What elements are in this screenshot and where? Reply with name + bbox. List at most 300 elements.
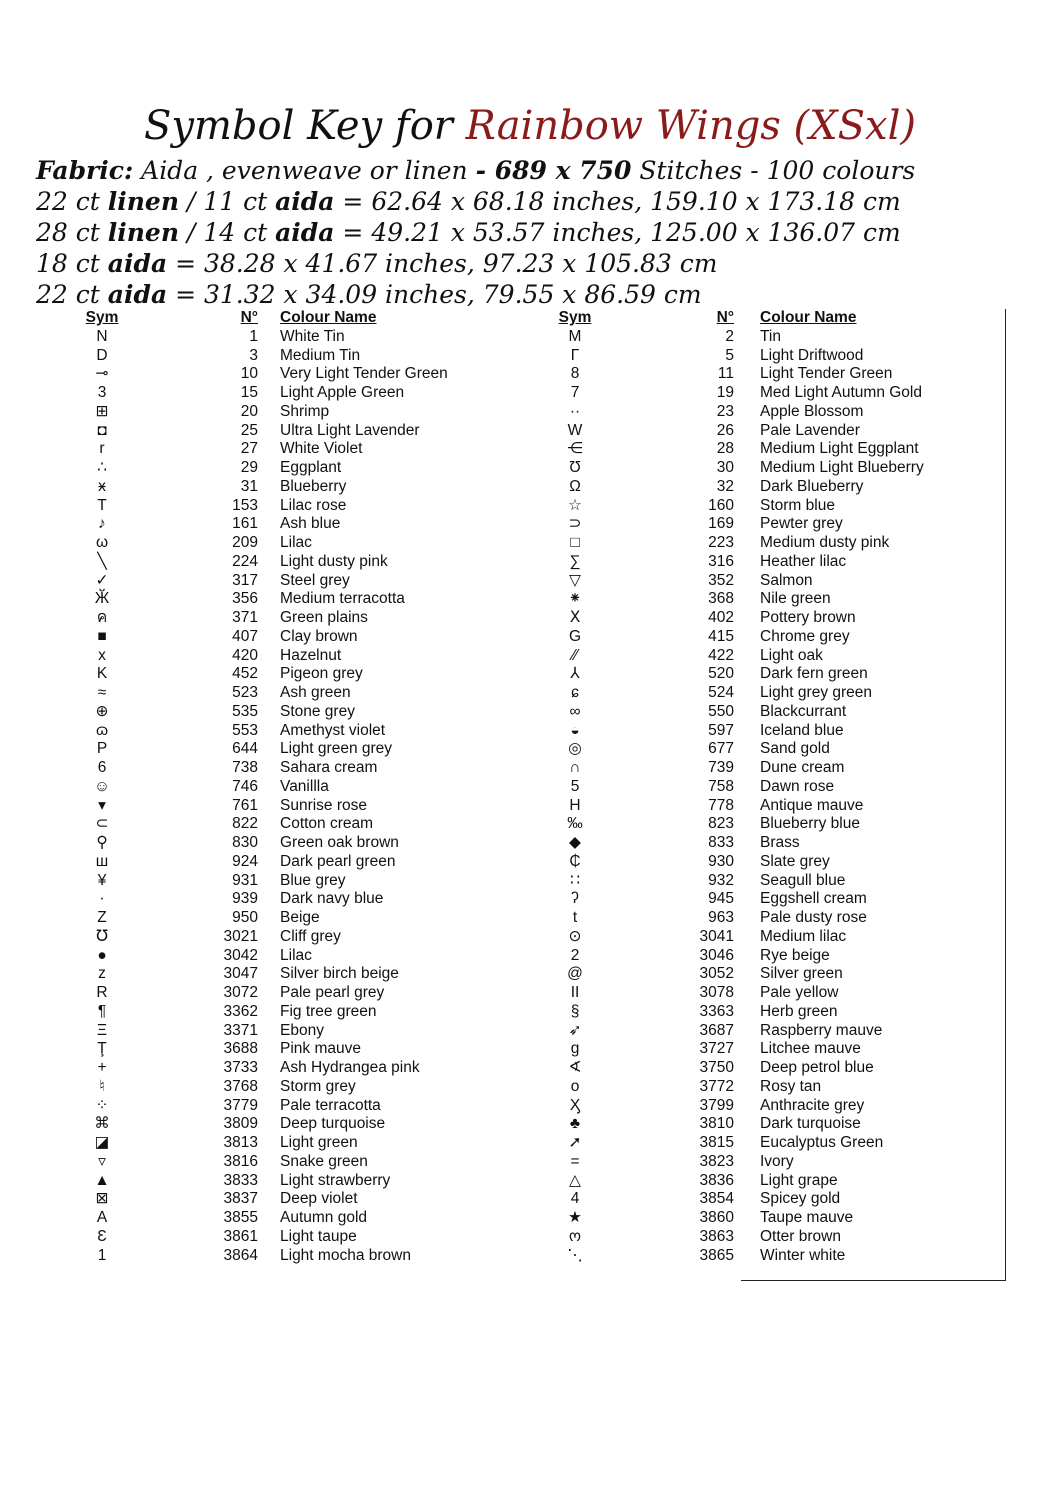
colour-name-cell: Dark fern green bbox=[760, 665, 868, 683]
colour-name-cell: Apple Blossom bbox=[760, 402, 864, 420]
colour-name-cell: Green plains bbox=[280, 609, 368, 626]
thread-number-cell: 3823 bbox=[699, 1152, 734, 1170]
colour-name-cell: Silver green bbox=[760, 965, 843, 983]
colour-name-cell: Light Tender Green bbox=[760, 365, 893, 383]
thread-number-cell: 29 bbox=[240, 459, 258, 476]
thread-number-cell: 3860 bbox=[699, 1209, 734, 1226]
symbol-cell: M bbox=[568, 327, 582, 345]
count-text: / 14 ct bbox=[179, 218, 276, 247]
thread-number-cell: 550 bbox=[708, 702, 734, 720]
count-text: 18 ct bbox=[36, 249, 108, 278]
thread-number-cell: 368 bbox=[708, 590, 734, 608]
page-title bbox=[0, 100, 1060, 152]
colour-name-cell: Anthracite grey bbox=[760, 1096, 865, 1114]
colour-name-cell: Light Driftwood bbox=[760, 346, 864, 364]
symbol-cell: K bbox=[96, 665, 108, 683]
colour-name-cell: Pink mauve bbox=[280, 1040, 361, 1058]
colour-name-cell: Dark navy blue bbox=[280, 890, 384, 908]
colour-name-cell: Pottery brown bbox=[760, 609, 856, 626]
count-text: 22 ct bbox=[36, 187, 108, 216]
symbol-cell: ▾ bbox=[98, 796, 106, 814]
colour-name-cell: Storm grey bbox=[280, 1077, 356, 1095]
colour-name-cell: Tin bbox=[760, 327, 781, 345]
symbol-cell: + bbox=[97, 1059, 107, 1076]
thread-number-cell: 3041 bbox=[699, 927, 734, 945]
thread-number-cell: 28 bbox=[716, 440, 734, 458]
colour-name-cell: Cliff grey bbox=[280, 927, 341, 945]
thread-number-cell: 23 bbox=[716, 402, 734, 420]
thread-number-cell: 3864 bbox=[223, 1246, 258, 1264]
stitch-dims: - 689 x 750 bbox=[475, 156, 632, 185]
colour-name-cell: Eucalyptus Green bbox=[760, 1134, 884, 1151]
colour-name-cell: Ivory bbox=[760, 1152, 794, 1170]
colour-name-cell: Silver birch beige bbox=[280, 965, 399, 983]
colour-name-cell: Dark turquoise bbox=[760, 1115, 861, 1133]
symbol-cell: ӿ bbox=[98, 477, 106, 495]
colour-name-cell: Light grape bbox=[760, 1171, 838, 1189]
colour-name-cell: Medium dusty pink bbox=[760, 534, 890, 551]
thread-number-cell: 3042 bbox=[223, 946, 258, 964]
symbol-cell: 5 bbox=[570, 777, 580, 795]
colour-name-cell: Heather lilac bbox=[760, 552, 847, 570]
colour-name-cell: Winter white bbox=[760, 1246, 846, 1264]
symbol-cell: 3 bbox=[97, 384, 107, 401]
colour-name-cell: Light grey green bbox=[760, 684, 873, 701]
symbol-cell: ɕ bbox=[571, 684, 579, 701]
colour-name-cell: Medium Light Blueberry bbox=[760, 459, 924, 476]
colour-name-cell: Lilac rose bbox=[280, 496, 347, 514]
symbol-cell: ■ bbox=[97, 627, 107, 645]
thread-number-cell: 3362 bbox=[223, 1002, 258, 1020]
symbol-cell: 6 bbox=[97, 759, 107, 776]
thread-number-cell: 3854 bbox=[699, 1190, 734, 1208]
thread-number-cell: 3078 bbox=[699, 984, 734, 1001]
colour-name-cell: Sand gold bbox=[760, 740, 830, 758]
thread-number-cell: 27 bbox=[240, 440, 258, 458]
symbol-cell: ▿ bbox=[98, 1152, 106, 1170]
thread-number-cell: 3865 bbox=[699, 1246, 734, 1264]
num-header: N° bbox=[240, 309, 258, 326]
colour-name-cell: Sunrise rose bbox=[280, 796, 368, 814]
thread-number-cell: 356 bbox=[232, 590, 258, 608]
thread-number-cell: 597 bbox=[708, 721, 734, 739]
thread-number-cell: 3809 bbox=[223, 1115, 258, 1133]
fabric-label: Fabric: bbox=[36, 156, 134, 185]
symbol-cell: ¥ bbox=[97, 871, 107, 889]
linen-label: linen bbox=[107, 187, 180, 216]
symbol-cell: D bbox=[96, 346, 108, 364]
thread-number-cell: 738 bbox=[232, 759, 258, 776]
colour-name-cell: Herb green bbox=[760, 1002, 838, 1020]
colour-name-cell: Chrome grey bbox=[760, 627, 850, 645]
aida-label: aida bbox=[275, 218, 335, 247]
symbol-cell: ⌘ bbox=[94, 1115, 110, 1133]
colour-name-cell: Dark pearl green bbox=[280, 852, 396, 870]
colour-name-cell: Pale yellow bbox=[760, 984, 839, 1001]
symbol-cell: ⁘ bbox=[95, 1096, 109, 1114]
symbol-cell: Ţ bbox=[97, 1040, 107, 1058]
colour-name-cell: Pale dusty rose bbox=[760, 909, 867, 926]
symbol-cell: ⁄⁄ bbox=[572, 646, 578, 664]
fabric-types: Aida , evenweave or linen bbox=[133, 156, 476, 185]
colour-name-cell: Lilac bbox=[280, 534, 312, 551]
colour-name-cell: Dune cream bbox=[760, 759, 845, 776]
symbol-cell: A bbox=[96, 1209, 108, 1226]
colour-name-cell: Hazelnut bbox=[280, 646, 342, 664]
thread-number-cell: 19 bbox=[716, 384, 734, 401]
symbol-cell: ʔ bbox=[571, 890, 579, 908]
symbol-cell: ◆ bbox=[569, 834, 581, 851]
thread-number-cell: 452 bbox=[232, 665, 258, 683]
symbol-cell: Ξ bbox=[96, 1021, 108, 1039]
thread-number-cell: 3799 bbox=[699, 1096, 734, 1114]
symbol-cell: @ bbox=[567, 965, 583, 983]
colour-name-cell: Cotton cream bbox=[280, 815, 374, 833]
thread-number-cell: 422 bbox=[708, 646, 734, 664]
colour-name-cell: Eggplant bbox=[280, 459, 342, 476]
thread-number-cell: 931 bbox=[232, 871, 258, 889]
thread-number-cell: 11 bbox=[717, 365, 734, 383]
thread-number-cell: 169 bbox=[708, 515, 734, 533]
symbol-cell: r bbox=[99, 440, 105, 458]
thread-number-cell: 3768 bbox=[223, 1077, 258, 1095]
symbol-cell: ℧ bbox=[96, 927, 108, 945]
symbol-cell: □ bbox=[570, 534, 580, 551]
thread-number-cell: 677 bbox=[708, 740, 734, 758]
symbol-cell: G bbox=[568, 627, 582, 645]
symbol-cell: ∑ bbox=[569, 552, 581, 570]
thread-number-cell: 1 bbox=[249, 327, 258, 345]
colour-name-cell: White Tin bbox=[280, 327, 345, 345]
colour-name-cell: Blueberry bbox=[280, 477, 347, 495]
symbol-cell: ➚ bbox=[568, 1134, 582, 1151]
colour-name-cell: Light mocha brown bbox=[280, 1246, 411, 1264]
thread-number-cell: 535 bbox=[232, 702, 258, 720]
colour-name-cell: Fig tree green bbox=[280, 1002, 377, 1020]
symbol-cell: 7 bbox=[570, 384, 580, 401]
colour-name-cell: White Violet bbox=[280, 440, 363, 458]
spec-fabric-line bbox=[36, 155, 1036, 186]
symbol-cell: ₵ bbox=[569, 852, 581, 870]
count-text: 28 ct bbox=[36, 218, 108, 247]
thread-number-cell: 3855 bbox=[223, 1209, 258, 1226]
colour-name-cell: Lilac bbox=[280, 946, 312, 964]
thread-number-cell: 3750 bbox=[699, 1059, 734, 1076]
colour-name-cell: Iceland blue bbox=[760, 721, 844, 739]
colour-name-cell: Pale pearl grey bbox=[280, 984, 385, 1001]
symbol-cell: H bbox=[569, 796, 581, 814]
thread-number-cell: 523 bbox=[232, 684, 258, 701]
thread-number-cell: 932 bbox=[708, 871, 734, 889]
symbol-cell: 8 bbox=[570, 365, 580, 383]
thread-number-cell: 3833 bbox=[223, 1171, 258, 1189]
colour-name-cell: Sahara cream bbox=[280, 759, 378, 776]
colour-name-cell: Light taupe bbox=[280, 1227, 357, 1245]
thread-number-cell: 161 bbox=[232, 515, 258, 533]
colour-name-cell: Blue grey bbox=[280, 871, 346, 889]
thread-number-cell: 3816 bbox=[223, 1152, 258, 1170]
colour-name-cell: Green oak brown bbox=[280, 834, 399, 851]
thread-number-cell: 3052 bbox=[699, 965, 734, 983]
table-border-right bbox=[1005, 309, 1006, 1281]
symbol-cell: o bbox=[570, 1077, 580, 1095]
symbol-cell: ⋱ bbox=[567, 1246, 583, 1264]
symbol-cell: ∞ bbox=[569, 702, 581, 720]
symbol-cell: T bbox=[97, 496, 107, 514]
symbol-cell: Ӂ bbox=[94, 590, 110, 608]
colour-name-cell: Clay brown bbox=[280, 627, 358, 645]
colour-name-cell: Pigeon grey bbox=[280, 665, 363, 683]
colour-name-cell: Ash green bbox=[280, 684, 351, 701]
thread-number-cell: 3021 bbox=[223, 927, 258, 945]
colour-name-cell: Medium Light Eggplant bbox=[760, 440, 919, 458]
symbol-cell: · bbox=[99, 890, 105, 908]
colour-name-cell: Light green grey bbox=[280, 740, 393, 758]
symbol-cell: ‰ bbox=[567, 815, 583, 833]
thread-number-cell: 524 bbox=[708, 684, 734, 701]
thread-number-cell: 30 bbox=[716, 459, 734, 476]
symbol-cell: ·· bbox=[569, 402, 581, 420]
colour-name-cell: Eggshell cream bbox=[760, 890, 867, 908]
size-text: = 62.64 x 68.18 inches, 159.10 x 173.18 cm bbox=[334, 187, 901, 216]
title-prefix: Symbol Key for bbox=[144, 103, 453, 149]
colour-name-cell: Brass bbox=[760, 834, 800, 851]
colour-name-cell: Deep petrol blue bbox=[760, 1059, 874, 1076]
colour-name-cell: Antique mauve bbox=[760, 796, 864, 814]
colour-name-cell: Medium terracotta bbox=[280, 590, 405, 608]
colour-name-cell: Salmon bbox=[760, 571, 813, 589]
symbol-cell: △ bbox=[569, 1171, 581, 1189]
colour-name-cell: Ultra Light Lavender bbox=[280, 421, 420, 439]
thread-number-cell: 20 bbox=[240, 402, 258, 420]
size-text: = 38.28 x 41.67 inches, 97.23 x 105.83 cm bbox=[167, 249, 718, 278]
colour-name-cell: Raspberry mauve bbox=[760, 1021, 883, 1039]
symbol-cell: ∴ bbox=[97, 459, 107, 476]
thread-number-cell: 3688 bbox=[223, 1040, 258, 1058]
thread-number-cell: 3 bbox=[249, 346, 258, 364]
thread-number-cell: 31 bbox=[240, 477, 258, 495]
symbol-cell: ◪ bbox=[94, 1134, 110, 1151]
colour-name-cell: Med Light Autumn Gold bbox=[760, 384, 922, 401]
thread-number-cell: 758 bbox=[708, 777, 734, 795]
aida-label: aida bbox=[107, 280, 168, 309]
colour-name-cell: Storm blue bbox=[760, 496, 835, 514]
stitch-count: Stitches - 100 colours bbox=[631, 156, 916, 185]
count-text: 22 ct bbox=[36, 280, 108, 309]
symbol-cell: ค bbox=[96, 609, 108, 626]
colour-name-cell: Shrimp bbox=[280, 402, 330, 420]
symbol-cell: Z bbox=[97, 909, 107, 926]
thread-number-cell: 778 bbox=[708, 796, 734, 814]
colour-name-cell: Beige bbox=[280, 909, 320, 926]
symbol-cell: § bbox=[570, 1002, 580, 1020]
thread-number-cell: 833 bbox=[708, 834, 734, 851]
spec-size-line-18ct bbox=[36, 248, 1036, 279]
thread-number-cell: 5 bbox=[725, 346, 734, 364]
colour-name-cell: Light green bbox=[280, 1134, 358, 1151]
symbol-cell: ш bbox=[95, 852, 109, 870]
symbol-cell: ⊞ bbox=[95, 402, 109, 420]
symbol-cell: ♣ bbox=[569, 1115, 581, 1133]
colour-name-cell: Light oak bbox=[760, 646, 823, 664]
num-header: N° bbox=[716, 309, 734, 326]
symbol-cell: ☆ bbox=[568, 496, 582, 514]
colour-name-cell: Litchee mauve bbox=[760, 1040, 861, 1058]
symbol-cell: ● bbox=[97, 946, 107, 964]
colour-name-cell: Vanillla bbox=[280, 777, 329, 795]
colour-name-cell: Blueberry blue bbox=[760, 815, 860, 833]
colour-name-cell: Light Apple Green bbox=[280, 384, 405, 401]
symbol-cell: ∢ bbox=[568, 1059, 582, 1076]
thread-number-cell: 930 bbox=[708, 852, 734, 870]
sym-header: Sym bbox=[85, 309, 119, 326]
symbol-cell: ▲ bbox=[94, 1171, 110, 1189]
thread-number-cell: 3727 bbox=[699, 1040, 734, 1058]
symbol-cell: Ʊ bbox=[569, 459, 581, 476]
thread-number-cell: 644 bbox=[232, 740, 258, 758]
thread-number-cell: 3861 bbox=[223, 1227, 258, 1245]
thread-number-cell: 739 bbox=[708, 759, 734, 776]
colour-name-cell: Nile green bbox=[760, 590, 831, 608]
name-header: Colour Name bbox=[280, 309, 377, 326]
thread-number-cell: 3733 bbox=[223, 1059, 258, 1076]
thread-number-cell: 950 bbox=[232, 909, 258, 926]
thread-number-cell: 3836 bbox=[699, 1171, 734, 1189]
colour-name-cell: Medium lilac bbox=[760, 927, 847, 945]
colour-name-cell: Deep violet bbox=[280, 1190, 358, 1208]
colour-name-cell: Autumn gold bbox=[280, 1209, 368, 1226]
colour-name-cell: Light dusty pink bbox=[280, 552, 388, 570]
symbol-cell: g bbox=[570, 1040, 580, 1058]
thread-number-cell: 352 bbox=[708, 571, 734, 589]
colour-name-cell: Otter brown bbox=[760, 1227, 841, 1245]
thread-number-cell: 32 bbox=[716, 477, 734, 495]
symbol-cell: ╲ bbox=[97, 552, 107, 570]
colour-name-cell: Seagull blue bbox=[760, 871, 846, 889]
colour-name-cell: Pale terracotta bbox=[280, 1096, 381, 1114]
name-header: Colour Name bbox=[760, 309, 857, 326]
symbol-cell: ♮ bbox=[99, 1077, 105, 1095]
thread-number-cell: 26 bbox=[716, 421, 734, 439]
thread-number-cell: 153 bbox=[232, 496, 258, 514]
colour-name-cell: Deep turquoise bbox=[280, 1115, 386, 1133]
thread-number-cell: 3813 bbox=[223, 1134, 258, 1151]
colour-name-cell: Ash Hydrangea pink bbox=[280, 1059, 420, 1076]
thread-number-cell: 3837 bbox=[223, 1190, 258, 1208]
colour-name-cell: Spicey gold bbox=[760, 1190, 841, 1208]
thread-number-cell: 822 bbox=[232, 815, 258, 833]
table-border-bottom bbox=[741, 1280, 1006, 1281]
thread-number-cell: 3772 bbox=[699, 1077, 734, 1095]
thread-number-cell: 317 bbox=[232, 571, 258, 589]
symbol-cell: ☺ bbox=[94, 777, 110, 795]
symbol-cell: = bbox=[570, 1152, 580, 1170]
thread-number-cell: 10 bbox=[240, 365, 258, 383]
symbol-cell: ɷ bbox=[95, 721, 109, 739]
symbol-cell: ∩ bbox=[569, 759, 581, 776]
size-text: = 31.32 x 34.09 inches, 79.55 x 86.59 cm bbox=[167, 280, 702, 309]
colour-name-cell: Steel grey bbox=[280, 571, 350, 589]
colour-name-cell: Snake green bbox=[280, 1152, 368, 1170]
symbol-cell: Ӽ bbox=[569, 1096, 581, 1114]
thread-number-cell: 3810 bbox=[699, 1115, 734, 1133]
aida-label: aida bbox=[275, 187, 335, 216]
colour-name-cell: Pewter grey bbox=[760, 515, 843, 533]
spec-size-line-22ct bbox=[36, 186, 1036, 217]
colour-name-cell: Medium Tin bbox=[280, 346, 361, 364]
thread-number-cell: 3779 bbox=[223, 1096, 258, 1114]
symbol-cell: 2 bbox=[570, 946, 580, 964]
thread-number-cell: 3363 bbox=[699, 1002, 734, 1020]
symbol-cell: ⋲ bbox=[567, 440, 583, 458]
symbol-cell: t bbox=[572, 909, 578, 926]
colour-name-cell: Rye beige bbox=[760, 946, 830, 964]
spec-size-line-28ct bbox=[36, 217, 1036, 248]
count-text: / 11 ct bbox=[179, 187, 276, 216]
symbol-cell: ▽ bbox=[569, 571, 581, 589]
symbol-cell: ⊕ bbox=[95, 702, 109, 720]
colour-name-cell: Pale Lavender bbox=[760, 421, 860, 439]
colour-name-cell: Stone grey bbox=[280, 702, 355, 720]
symbol-cell: ⊃ bbox=[568, 515, 582, 533]
thread-number-cell: 407 bbox=[232, 627, 258, 645]
colour-name-cell: Rosy tan bbox=[760, 1077, 822, 1095]
thread-number-cell: 553 bbox=[232, 721, 258, 739]
symbol-cell: ◘ bbox=[97, 421, 107, 439]
symbol-cell: ◒ bbox=[570, 721, 580, 739]
colour-name-cell: Light strawberry bbox=[280, 1171, 391, 1189]
symbol-cell: z bbox=[98, 965, 106, 983]
thread-number-cell: 823 bbox=[708, 815, 734, 833]
symbol-cell: ≈ bbox=[97, 684, 107, 701]
colour-name-cell: Taupe mauve bbox=[760, 1209, 854, 1226]
thread-number-cell: 924 bbox=[232, 852, 258, 870]
thread-number-cell: 223 bbox=[708, 534, 734, 551]
colour-name-cell: Ebony bbox=[280, 1021, 324, 1039]
symbol-cell: Ɛ bbox=[97, 1227, 107, 1245]
thread-number-cell: 746 bbox=[232, 777, 258, 795]
symbol-cell: P bbox=[96, 740, 108, 758]
colour-name-cell: Amethyst violet bbox=[280, 721, 386, 739]
symbol-cell: ✓ bbox=[95, 571, 109, 589]
colour-name-cell: Slate grey bbox=[760, 852, 830, 870]
sym-header: Sym bbox=[558, 309, 592, 326]
thread-number-cell: 420 bbox=[232, 646, 258, 664]
symbol-cell: ო bbox=[568, 1227, 582, 1245]
thread-number-cell: 520 bbox=[708, 665, 734, 683]
colour-name-cell: Ash blue bbox=[280, 515, 341, 533]
symbol-cell: ⚲ bbox=[96, 834, 108, 851]
thread-number-cell: 2 bbox=[725, 327, 734, 345]
thread-number-cell: 160 bbox=[708, 496, 734, 514]
pattern-name: Rainbow Wings (XSxl) bbox=[465, 103, 916, 149]
thread-number-cell: 316 bbox=[708, 552, 734, 570]
symbol-cell: Ⅹ bbox=[569, 609, 581, 626]
thread-number-cell: 3371 bbox=[223, 1021, 258, 1039]
thread-number-cell: 25 bbox=[240, 421, 258, 439]
colour-name-cell: Dawn rose bbox=[760, 777, 835, 795]
thread-number-cell: 3687 bbox=[699, 1021, 734, 1039]
thread-number-cell: 3047 bbox=[223, 965, 258, 983]
aida-label: aida bbox=[107, 249, 168, 278]
thread-number-cell: 15 bbox=[240, 384, 258, 401]
symbol-cell: Ω bbox=[569, 477, 581, 495]
symbol-cell: N bbox=[96, 327, 108, 345]
symbol-cell: ♪ bbox=[98, 515, 106, 533]
symbol-cell: ★ bbox=[568, 1209, 582, 1226]
thread-number-cell: 3046 bbox=[699, 946, 734, 964]
symbol-cell: ω bbox=[95, 534, 109, 551]
